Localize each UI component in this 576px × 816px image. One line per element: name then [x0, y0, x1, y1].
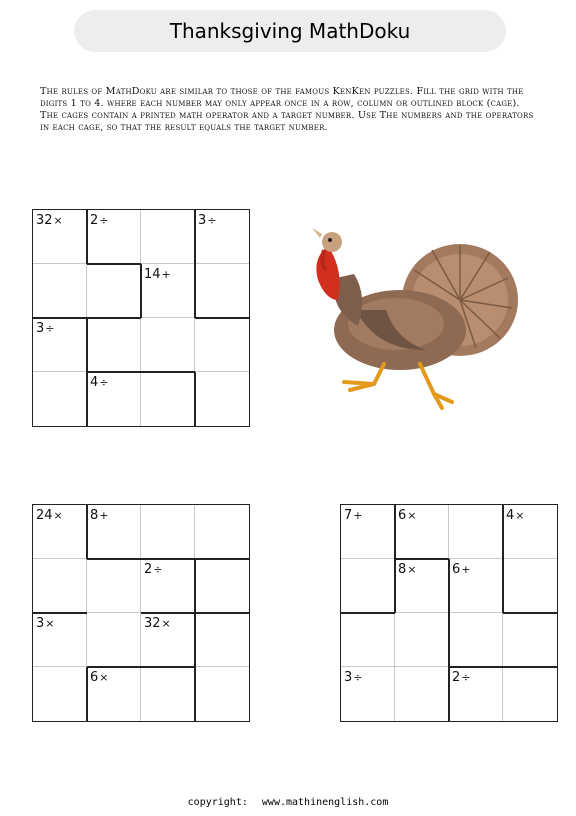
turkey-legs — [344, 364, 452, 408]
clue-number: 32 — [36, 213, 53, 228]
clue-number: 6 — [90, 670, 99, 685]
clue-number: 3 — [36, 616, 45, 631]
grid-cell[interactable] — [449, 613, 503, 667]
mathdoku-grid-2 — [32, 504, 250, 722]
title-banner — [74, 10, 506, 52]
grid-cell[interactable] — [341, 613, 395, 667]
clue-operator: + — [353, 509, 363, 522]
grid-cell[interactable] — [503, 667, 557, 721]
grid-cell[interactable] — [87, 559, 141, 613]
grid-cell[interactable] — [33, 559, 87, 613]
clue-number: 6 — [452, 562, 461, 577]
cage-clue — [36, 508, 63, 523]
cage-clue — [144, 562, 163, 577]
cage-clue — [90, 670, 109, 685]
clue-number: 3 — [198, 213, 207, 228]
clue-operator: ÷ — [353, 671, 363, 684]
grid-cell[interactable] — [33, 372, 87, 426]
grid-cell[interactable] — [141, 210, 195, 264]
clue-operator: ÷ — [99, 214, 109, 227]
grid-cell[interactable] — [33, 667, 87, 721]
grid-cell[interactable] — [87, 613, 141, 667]
clue-number: 2 — [144, 562, 153, 577]
grid-cell[interactable] — [87, 264, 141, 318]
clue-number: 4 — [90, 375, 99, 390]
clue-number: 3 — [36, 321, 45, 336]
cage-clue — [344, 508, 363, 523]
clue-operator: + — [161, 268, 171, 281]
cage-clue — [90, 213, 109, 228]
clue-operator: + — [461, 563, 471, 576]
clue-operator: × — [407, 509, 417, 522]
clue-operator: ÷ — [461, 671, 471, 684]
cage-clue — [90, 508, 109, 523]
cage-clue — [36, 321, 55, 336]
grid-cell[interactable] — [195, 264, 249, 318]
grid-cell[interactable] — [503, 613, 557, 667]
page-title: Thanksgiving MathDoku — [169, 19, 411, 43]
cage-clue — [398, 562, 417, 577]
grid-cell[interactable] — [141, 318, 195, 372]
clue-number: 3 — [344, 670, 353, 685]
grid-cell[interactable] — [395, 667, 449, 721]
cage-clue — [398, 508, 417, 523]
clue-operator: × — [53, 509, 63, 522]
cage-clue — [36, 213, 63, 228]
cage-clue — [198, 213, 217, 228]
footer — [0, 797, 576, 808]
rules-paragraph: The rules of MathDoku are similar to those of the famous KenKen puzzles. Fill the grid with the digits 1 to 4. where each number may only appear once in a row, column or outlined block (cage). The cages contain a printed math operator and a target number. Use The numbers and the operators in each cage, so that the result equals the target number. — [40, 86, 534, 133]
clue-operator: + — [99, 509, 109, 522]
clue-number: 2 — [90, 213, 99, 228]
grid-cell[interactable] — [195, 613, 249, 667]
cage-clue — [506, 508, 525, 523]
copyright-label: copyright: — [187, 797, 248, 808]
grid-cell[interactable] — [195, 667, 249, 721]
grid-cell[interactable] — [195, 318, 249, 372]
grid-cell[interactable] — [341, 559, 395, 613]
cage-clue — [36, 616, 55, 631]
turkey-illustration — [300, 220, 530, 415]
clue-operator: × — [99, 671, 109, 684]
cage-clue — [144, 267, 171, 282]
clue-number: 8 — [90, 508, 99, 523]
clue-operator: ÷ — [99, 376, 109, 389]
cage-clue — [452, 562, 471, 577]
clue-number: 8 — [398, 562, 407, 577]
grid-cell[interactable] — [195, 505, 249, 559]
clue-number: 14 — [144, 267, 161, 282]
cage-clue — [452, 670, 471, 685]
clue-number: 2 — [452, 670, 461, 685]
copyright-site: www.mathinenglish.com — [261, 797, 389, 808]
grid-cell[interactable] — [195, 559, 249, 613]
grid-cell[interactable] — [141, 372, 195, 426]
turkey-head — [312, 228, 342, 300]
mathdoku-grid-1 — [32, 209, 250, 427]
clue-operator: × — [161, 617, 171, 630]
clue-number: 7 — [344, 508, 353, 523]
clue-operator: ÷ — [153, 563, 163, 576]
cage-clue — [90, 375, 109, 390]
clue-number: 24 — [36, 508, 53, 523]
cage-clue — [344, 670, 363, 685]
grid-cell[interactable] — [141, 667, 195, 721]
grid-cell[interactable] — [195, 372, 249, 426]
clue-number: 6 — [398, 508, 407, 523]
cage-clue — [144, 616, 171, 631]
clue-operator: ÷ — [207, 214, 217, 227]
grid-cell[interactable] — [395, 613, 449, 667]
clue-operator: ÷ — [45, 322, 55, 335]
clue-operator: × — [53, 214, 63, 227]
clue-number: 4 — [506, 508, 515, 523]
grid-cell[interactable] — [141, 505, 195, 559]
clue-number: 32 — [144, 616, 161, 631]
clue-operator: × — [407, 563, 417, 576]
grid-cell[interactable] — [449, 505, 503, 559]
grid-cell[interactable] — [503, 559, 557, 613]
mathdoku-grid-3 — [340, 504, 558, 722]
clue-operator: × — [45, 617, 55, 630]
clue-operator: × — [515, 509, 525, 522]
grid-cell[interactable] — [87, 318, 141, 372]
grid-cell[interactable] — [33, 264, 87, 318]
